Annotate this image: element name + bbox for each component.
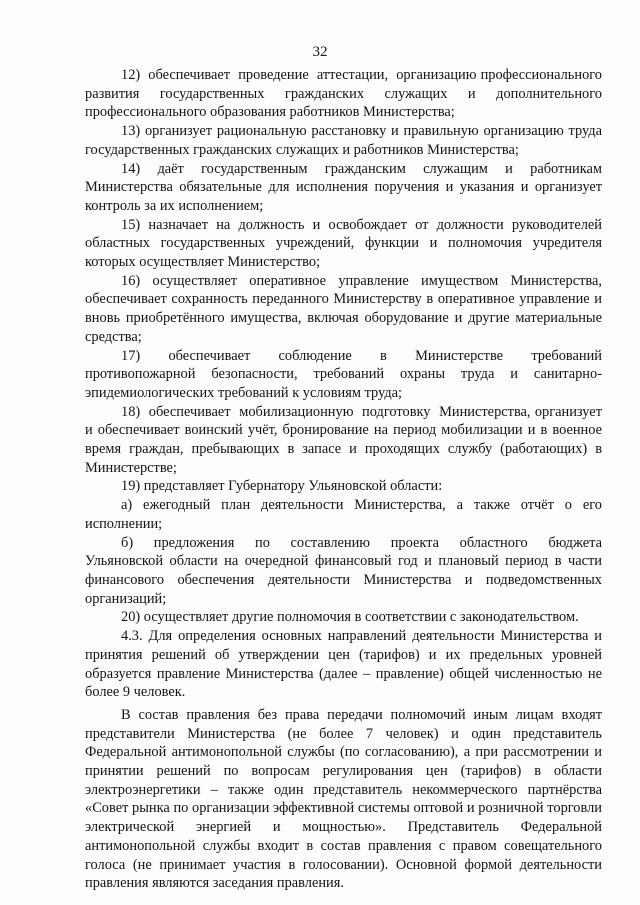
paragraph-item-18: 18) обеспечивает мобилизационную подготовку Министерства, организует и обеспечивает воинский учёт, бронирование на период мобилизации и в военное время граждан, пребывающих в запасе и проходящих службу (работающих) в Министерстве; — [85, 403, 602, 476]
paragraph-item-12: 12) обеспечивает проведение аттестации, организацию профессионального развития государственных гражданских служащих и дополнительного профессионального образования работников Министерства; — [85, 67, 602, 121]
page-number: 32 — [312, 44, 328, 60]
document-body — [85, 66, 602, 893]
paragraph-item-14: 14) даёт государственным гражданским служащим и работникам Министерства обязательные для исполнения поручения и указания и организует контроль за их исполнением; — [85, 160, 602, 214]
paragraph-item-17: 17) обеспечивает соблюдение в Министерстве требований противопожарной безопасности, требований охраны труда и санитарно-эпидемиологических требований к условиям труда; — [85, 347, 602, 401]
paragraph-item-16: 16) осуществляет оперативное управление имуществом Министерства, обеспечивает сохранность переданного Министерству в оперативное управление и вновь приобретённого имущества, включая оборудование и другие материальные средства; — [85, 272, 602, 345]
paragraph-board-composition: В состав правления без права передачи полномочий иным лицам входят представители Министерства (не более 7 человек) и один представитель Федеральной антимонопольной службы (по согласованию), а при рассмотрении и принятии решений по вопросам регулирования цен (тарифов) в области электроэнергетики – также один представитель некоммерческого партнёрства «Совет рынка по организации эффективной системы оптовой и розничной торговли электрической энергией и мощностью». Представитель Федеральной антимонопольной службы входит в состав правления с правом совещательного голоса (не принимает участия в голосовании). Основной формой деятельности правления являются заседания правления. — [85, 706, 602, 892]
paragraph-item-13: 13) организует рациональную расстановку и правильную организацию труда государственных гражданских служащих и работников Министерства; — [85, 123, 602, 158]
paragraph-item-15: 15) назначает на должность и освобождает от должности руководителей областных государственных учреждений, функции и полномочия учредителя которых осуществляет Министерство; — [85, 216, 602, 271]
paragraph-subitem-b: б) предложения по составлению проекта областного бюджета Ульяновской области на очередной финансовый год и плановый период в части финансового обеспечения деятельности Министерства и подведомственных организаций; — [85, 534, 602, 607]
paragraph-subitem-a: а) ежегодный план деятельности Министерства, а также отчёт о его исполнении; — [85, 497, 602, 532]
paragraph-section-4-3: 4.3. Для определения основных направлений деятельности Министерства и принятия решений об утверждении цен (тарифов) и их предельных уровней образуется правление Министерства (далее – правление) общей численностью не более 9 человек. — [85, 628, 602, 701]
paragraph-item-19: 19) представляет Губернатору Ульяновской области: — [121, 478, 443, 495]
paragraph-item-20: 20) осуществляет другие полномочия в соответствии с законодательством. — [121, 609, 579, 626]
